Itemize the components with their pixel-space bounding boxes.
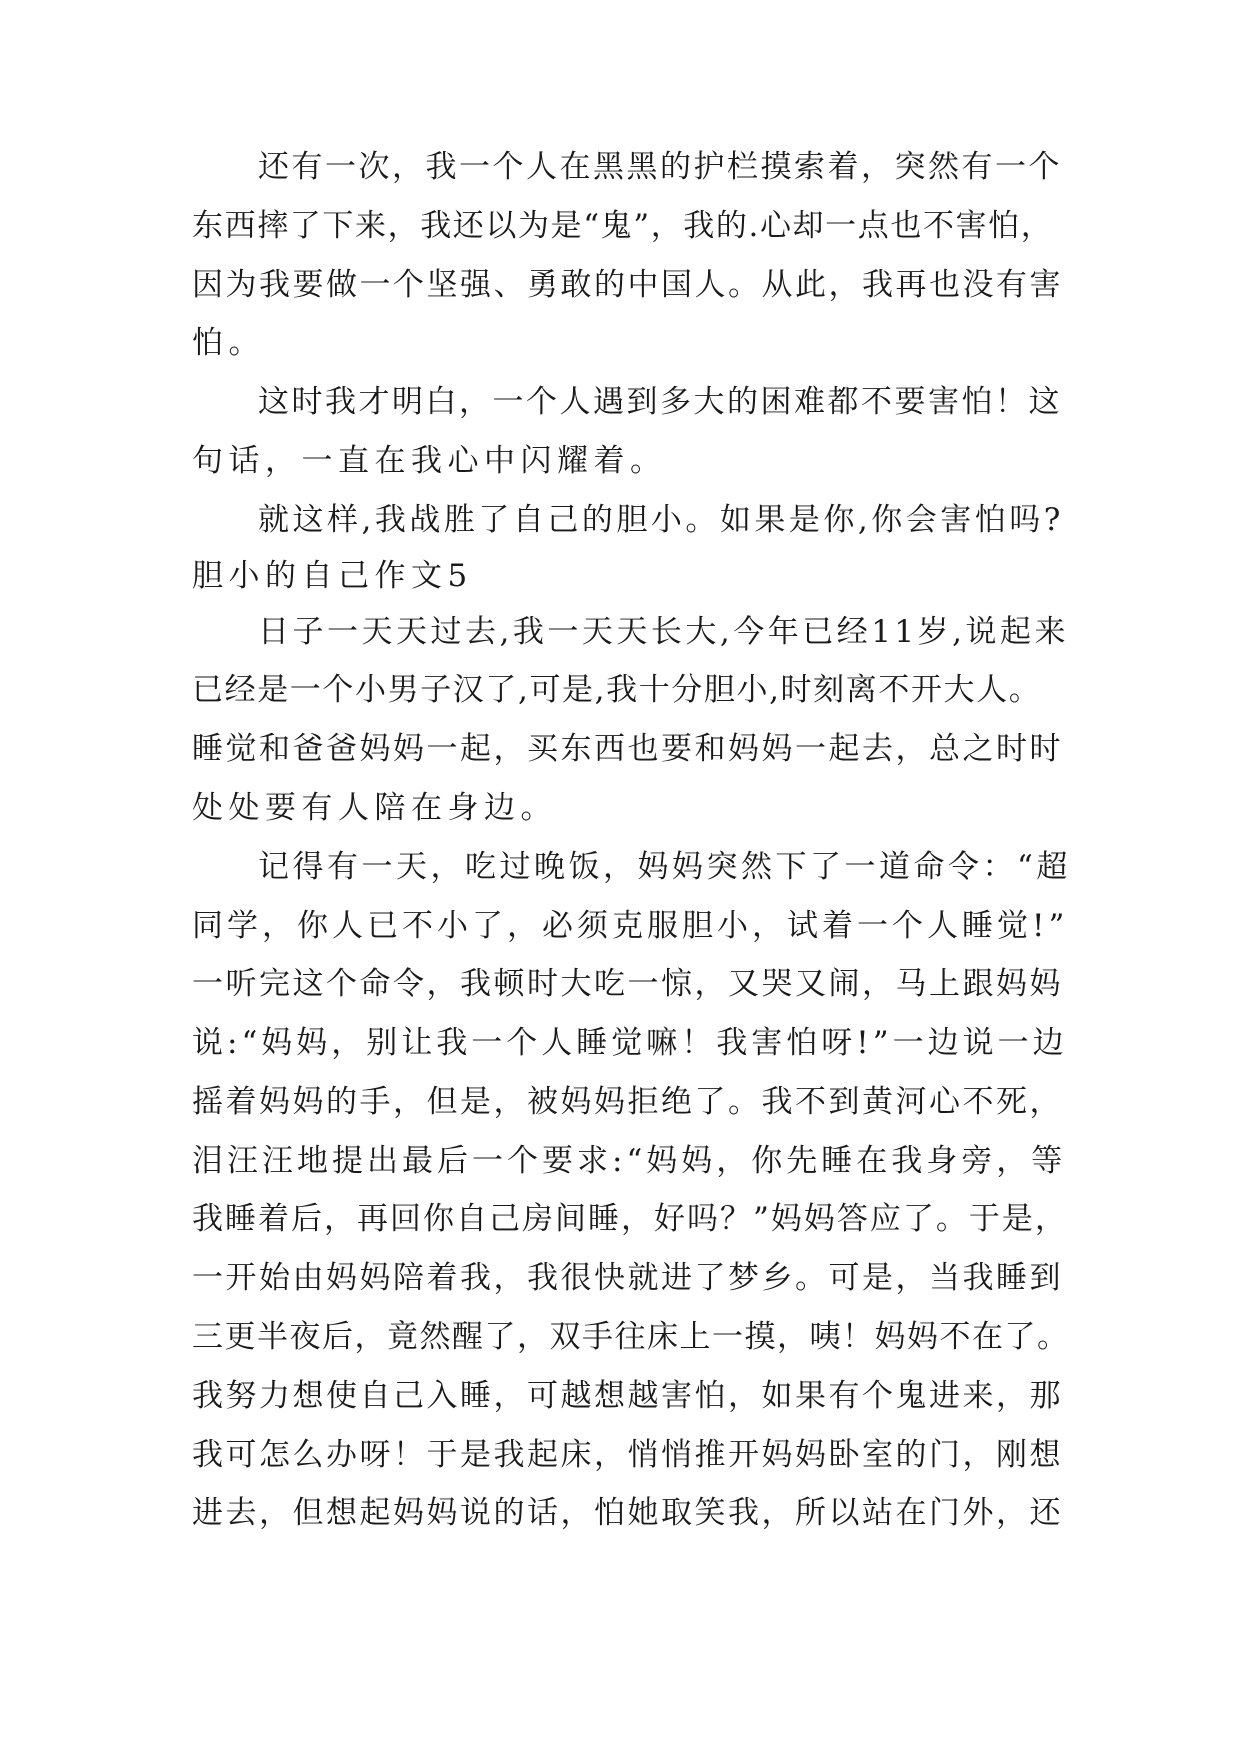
paragraph-line: 已经是一个小男子汉了,可是,我十分胆小,时刻离不开大人。	[192, 672, 1042, 708]
paragraph-line: 就这样,我战胜了自己的胆小。如果是你,你会害怕吗?	[258, 502, 1064, 538]
paragraph-line: 日子一天天过去,我一天天长大,今年已经11岁,说起来	[258, 614, 1070, 650]
paragraph-line: 记得有一天，吃过晚饭，妈妈突然下了一道命令：“超	[258, 849, 1071, 885]
paragraph-line: 三更半夜后，竟然醒了，双手往床上一摸，咦！妈妈不在了。	[192, 1319, 1070, 1355]
paragraph-line: 我可怎么办呀！于是我起床，悄悄推开妈妈卧室的门，刚想	[192, 1437, 1063, 1473]
paragraph-line: 说:“妈妈，别让我一个人睡觉嘛！我害怕呀!”一边说一边	[192, 1025, 1068, 1061]
paragraph-line: 处处要有人陪在身边。	[192, 790, 557, 826]
paragraph-line: 一开始由妈妈陪着我，我很快就进了梦乡。可是，当我睡到	[192, 1260, 1063, 1296]
paragraph-line: 怕。	[192, 325, 265, 361]
paragraph-line: 同学，你人已不小了，必须克服胆小，试着一个人睡觉!”	[192, 908, 1069, 944]
section-heading: 胆小的自己作文5	[192, 558, 473, 594]
paragraph-line: 这时我才明白，一个人遇到多大的困难都不要害怕！这	[258, 384, 1062, 420]
paragraph-line: 摇着妈妈的手，但是，被妈妈拒绝了。我不到黄河心不死，	[192, 1084, 1063, 1120]
paragraph-line: 句话，一直在我心中闪耀着。	[192, 443, 667, 479]
paragraph-line: 东西摔了下来，我还以为是“鬼”，我的.心却一点也不害怕，	[192, 208, 1054, 244]
paragraph-line: 我睡着后，再回你自己房间睡，好吗？”妈妈答应了。于是，	[192, 1201, 1068, 1237]
paragraph-line: 睡觉和爸爸妈妈一起，买东西也要和妈妈一起去，总之时时	[192, 731, 1063, 767]
paragraph-line: 因为我要做一个坚强、勇敢的中国人。从此，我再也没有害	[192, 267, 1063, 303]
paragraph-line: 进去，但想起妈妈说的话，怕她取笑我，所以站在门外，还	[192, 1495, 1063, 1531]
paragraph-line: 泪汪汪地提出最后一个要求:“妈妈，你先睡在我身旁，等	[192, 1143, 1067, 1179]
paragraph-line: 一听完这个命令，我顿时大吃一惊，又哭又闹，马上跟妈妈	[192, 966, 1063, 1002]
paragraph-line: 我努力想使自己入睡，可越想越害怕，如果有个鬼进来，那	[192, 1378, 1063, 1414]
paragraph-line: 还有一次，我一个人在黑黑的护栏摸索着，突然有一个	[258, 149, 1062, 185]
